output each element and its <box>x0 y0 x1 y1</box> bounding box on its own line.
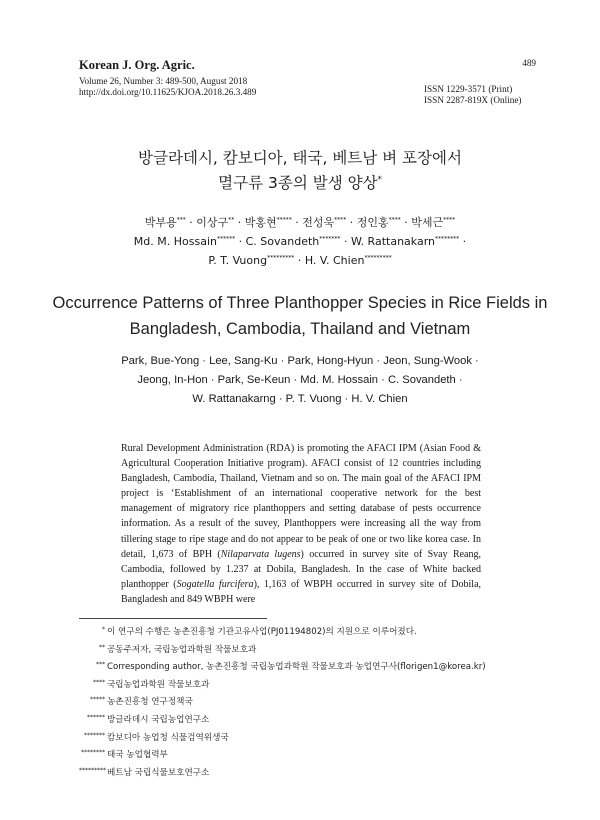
english-authors-line2: Jeong, In-Hon · Park, Se-Keun · Md. M. Hossain · C. Sovandeth · <box>137 374 463 386</box>
author-name: 이상구 <box>196 216 229 229</box>
author-name: 박부용 <box>144 216 177 229</box>
footnote-divider <box>79 618 267 619</box>
author-entry <box>411 216 455 229</box>
footnote-mark: ***** <box>90 696 105 704</box>
footnote-item <box>79 624 539 642</box>
volume-info: Volume 26, Number 3: 489-500, August 2018 <box>79 76 248 86</box>
species-wbph: Sogatella furcifera <box>176 578 254 590</box>
korean-authors-line3 <box>0 251 600 270</box>
author-affiliation-mark: *** <box>176 216 186 224</box>
author-affiliation-mark: ********* <box>364 254 392 262</box>
korean-authors <box>0 213 600 270</box>
author-entry <box>145 216 186 229</box>
english-authors <box>60 352 540 409</box>
issn-block <box>424 58 536 106</box>
author-name: H. V. Chien <box>304 254 365 267</box>
author-entry <box>245 216 292 229</box>
abstract-part2: ) occurred in survey site of Svay Reang, Cambodia, followed by 1.237 at Dobila, Bangladesh. In the case of White backed planthopper ( <box>121 548 481 590</box>
footnote-mark: ****** <box>87 713 105 721</box>
korean-title-line1: 방글라데시, 캄보디아, 태국, 베트남 벼 포장에서 <box>138 149 462 167</box>
author-separator: · <box>340 235 351 248</box>
author-entry <box>208 254 294 267</box>
footnote-text: 캄보디아 농업청 식물검역위생국 <box>107 732 229 743</box>
footnote-text: 농촌진흥청 연구정책국 <box>107 697 193 708</box>
author-separator: · <box>234 216 245 229</box>
footnote-item <box>79 747 539 765</box>
footnote-mark: **** <box>93 678 105 686</box>
author-separator: · <box>459 235 467 248</box>
footnote-text: Corresponding author, 농촌진흥청 국립농업과학원 작물보호과 농업연구사(florigen1@korea.kr) <box>107 662 486 673</box>
issn-online: ISSN 2287-819X (Online) <box>424 95 522 105</box>
footnotes <box>79 624 539 782</box>
author-separator: · <box>346 216 357 229</box>
footnote-mark: *** <box>96 661 105 669</box>
korean-title-line2-wrap <box>0 171 600 196</box>
abstract-paragraph <box>121 441 481 607</box>
footnote-mark: ********* <box>79 766 106 774</box>
footnote-mark: ** <box>99 643 105 651</box>
footnote-item <box>79 659 539 677</box>
footnote-text: 방글라데시 국립농업연구소 <box>107 714 210 725</box>
footnote-item <box>79 712 539 730</box>
author-name: Md. M. Hossain <box>133 235 217 248</box>
doi-link[interactable]: http://dx.doi.org/10.11625/KJOA.2018.26.3.489 <box>79 87 257 97</box>
author-affiliation-mark: ** <box>228 216 235 224</box>
author-name: 박세근 <box>411 216 444 229</box>
author-entry <box>305 254 392 267</box>
issn-print: ISSN 1229-3571 (Print) <box>424 84 513 94</box>
footnote-item <box>79 642 539 660</box>
species-bph: Nilaparvata lugens <box>220 548 301 560</box>
author-entry <box>246 235 341 248</box>
author-separator: · <box>294 254 305 267</box>
author-entry <box>196 216 234 229</box>
footnote-item <box>79 730 539 748</box>
footnote-text: 태국 농업협력부 <box>107 750 168 761</box>
korean-title-line2: 멸구류 3종의 발생 양상 <box>218 174 378 192</box>
journal-name: Korean J. Org. Agric. <box>79 58 195 72</box>
footnote-text: 국립농업과학원 작물보호과 <box>107 679 210 690</box>
author-affiliation-mark: **** <box>388 216 401 224</box>
english-authors-line1: Park, Bue-Yong · Lee, Sang-Ku · Park, Hong-Hyun · Jeon, Sung-Wook · <box>121 355 479 367</box>
author-name: W. Rattanakarn <box>350 235 435 248</box>
footnote-mark: ******** <box>81 749 105 757</box>
author-entry <box>134 235 235 248</box>
author-affiliation-mark: **** <box>443 216 456 224</box>
footnote-mark: ******* <box>84 731 105 739</box>
abstract-part3: ), 1,163 of WBPH occurred in survey site of Dobila, Bangladesh and 849 WBPH were <box>121 578 482 605</box>
author-affiliation-mark: ***** <box>276 216 292 224</box>
footnote-text: 이 연구의 수행은 농촌진흥청 기관고유사업(PJ01194802)의 지원으로 이루어졌다. <box>107 627 417 637</box>
english-title <box>40 290 560 342</box>
english-title-line1: Occurrence Patterns of Three Planthopper Species in Rice Fields in <box>52 294 548 312</box>
title-footnote-mark: * <box>377 174 382 185</box>
author-name: 정인홍 <box>356 216 389 229</box>
author-separator: · <box>291 216 303 229</box>
footnote-item <box>79 765 539 783</box>
author-name: 전성욱 <box>302 216 335 229</box>
footnote-text: 베트남 국립식물보호연구소 <box>107 767 210 778</box>
author-affiliation-mark: ******** <box>435 235 460 243</box>
author-separator: · <box>185 216 197 229</box>
footnote-mark: * <box>102 626 105 633</box>
footnote-item <box>79 677 539 695</box>
author-entry <box>302 216 346 229</box>
author-entry <box>357 216 401 229</box>
english-authors-line3: W. Rattanakarng · P. T. Vuong · H. V. Chien <box>192 393 408 405</box>
english-title-line2: Bangladesh, Cambodia, Thailand and Vietnam <box>129 320 471 338</box>
korean-authors-line1 <box>0 213 600 232</box>
footnote-item <box>79 694 539 712</box>
author-affiliation-mark: ****** <box>216 235 236 243</box>
author-name: 박홍현 <box>244 216 277 229</box>
abstract <box>121 441 481 607</box>
author-affiliation-mark: ******* <box>319 235 341 243</box>
author-name: P. T. Vuong <box>208 254 268 267</box>
abstract-part1: Rural Development Administration (RDA) is promoting the AFACI IPM (Asian Food & Agricultural Cooperation Initiative program). AFACI consist of 12 countries including Bangladesh, Cambodia, Thailand, Vietnam and so on. The main goal of the AFACI IPM project is ‘Establishment of an international cooperative network for the best management of migratory rice planthoppers and setting database of pests occurrence information. As a result of the suvey, Planthoppers were increasing all the way from tillering stage to ripe stage and do not appear to be peak of one or two like korea case. In detail, 1,673 of BPH ( <box>121 443 481 560</box>
author-separator: · <box>235 235 246 248</box>
author-separator: · <box>400 216 412 229</box>
korean-title <box>0 146 600 196</box>
page-number: 489 <box>522 58 536 68</box>
author-entry <box>351 235 459 248</box>
author-name: C. Sovandeth <box>245 235 320 248</box>
author-affiliation-mark: **** <box>334 216 347 224</box>
footnote-text: 공동주저자, 국립농업과학원 작물보호과 <box>107 644 257 655</box>
journal-header <box>79 58 379 98</box>
korean-authors-line2 <box>0 232 600 251</box>
author-affiliation-mark: ********* <box>267 254 295 262</box>
